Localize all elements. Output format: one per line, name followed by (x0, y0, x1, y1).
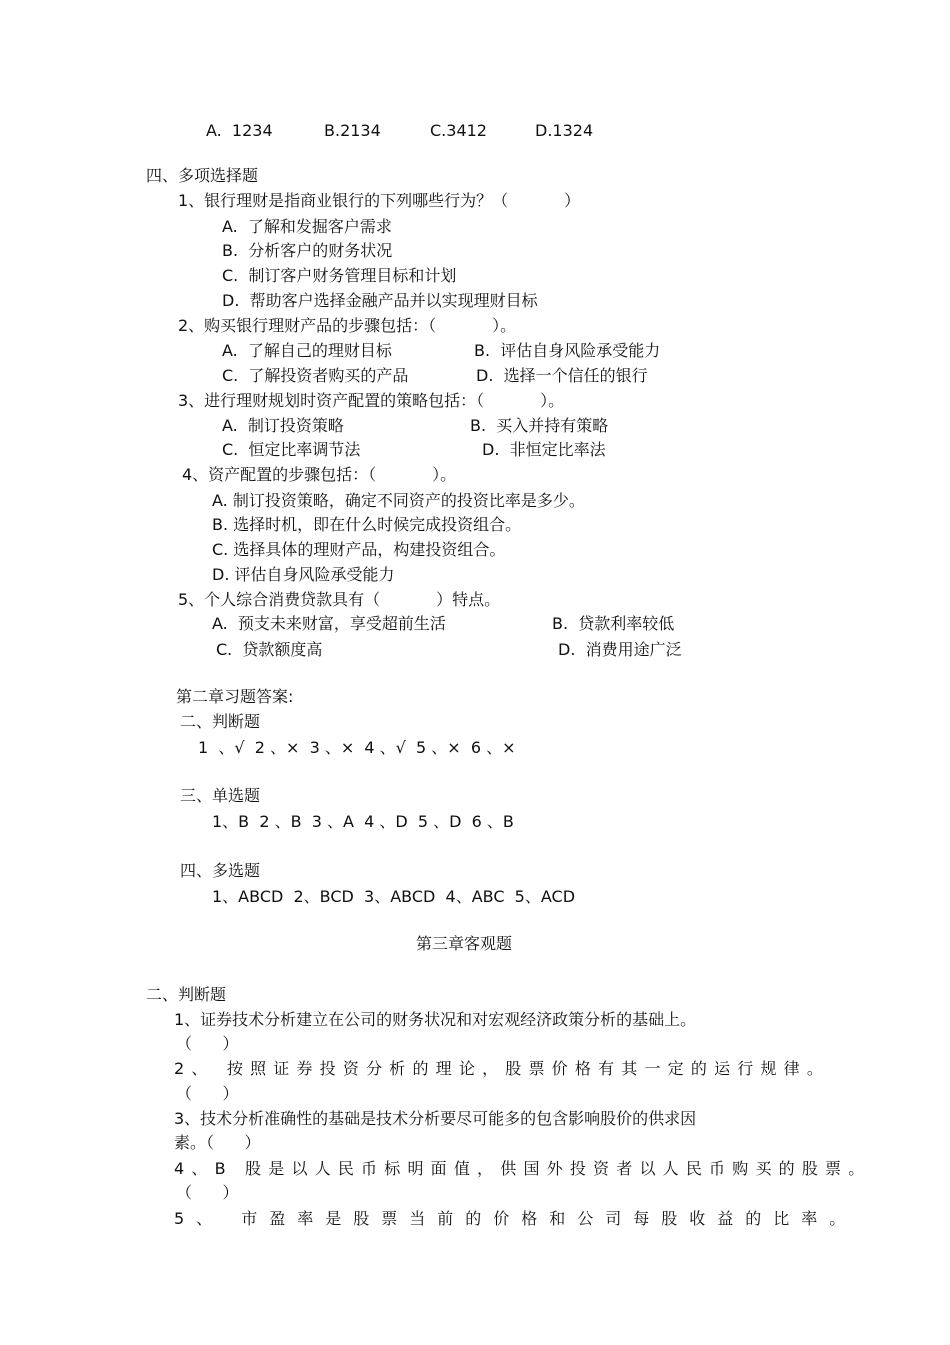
answers-single-line: 1、B 2 、B 3 、A 4 、D 5 、D 6 、B (212, 812, 514, 831)
question-3-stem: 3、进行理财规划时资产配置的策略包括：（ ）。 (178, 391, 565, 410)
judge-item-5-text: 5、 市盈率是股票当前的价格和公司每股收益的比率。 (174, 1209, 858, 1228)
question-2-option-b: B. 评估自身风险承受能力 (474, 341, 661, 360)
question-5-option-a: A. 预支未来财富，享受超前生活 (212, 614, 446, 633)
prev-option-a: A. 1234 (206, 121, 273, 140)
question-4-option-d: D. 评估自身风险承受能力 (212, 565, 395, 584)
prev-option-b: B.2134 (324, 121, 381, 140)
question-4-stem: 4、资产配置的步骤包括：（ ）。 (182, 465, 457, 484)
question-1-option-b: B. 分析客户的财务状况 (222, 241, 393, 260)
question-2-option-a: A. 了解自己的理财目标 (222, 341, 392, 360)
question-1-option-a: A. 了解和发掘客户需求 (222, 217, 392, 236)
prev-option-d: D.1324 (535, 121, 594, 140)
question-4-option-a: A. 制订投资策略，确定不同资产的投资比率是多少。 (212, 491, 585, 510)
question-1-option-c: C. 制订客户财务管理目标和计划 (222, 266, 457, 285)
question-5-option-d: D. 消费用途广泛 (558, 640, 682, 659)
answers-judge-line: 1 、√ 2 、× 3 、× 4 、√ 5 、× 6 、× (198, 738, 516, 757)
question-2-option-c: C. 了解投资者购买的产品 (222, 366, 409, 385)
chapter-3-judge-heading: 二、判断题 (146, 985, 227, 1004)
judge-item-4-text: 4、B 股是以人民币标明面值，供国外投资者以人民币购买的股票。 (174, 1159, 872, 1178)
answers-multi-heading: 四、多选题 (180, 861, 261, 880)
question-1-stem: 1、银行理财是指商业银行的下列哪些行为？（ ） (178, 191, 581, 210)
question-5-stem: 5、个人综合消费贷款具有（ ）特点。 (178, 590, 501, 609)
prev-option-c: C.3412 (430, 121, 487, 140)
judge-item-2-blank: （ ） (176, 1084, 239, 1103)
judge-item-1-text: 1、证券技术分析建立在公司的财务状况和对宏观经济政策分析的基础上。 (174, 1010, 697, 1029)
answers-judge-heading: 二、判断题 (180, 712, 261, 731)
question-2-option-d: D. 选择一个信任的银行 (476, 366, 648, 385)
question-3-option-b: B. 买入并持有策略 (470, 416, 609, 435)
question-1-option-d: D. 帮助客户选择金融产品并以实现理财目标 (222, 291, 538, 310)
question-4-option-b: B. 选择时机，即在什么时候完成投资组合。 (212, 515, 522, 534)
answers-title: 第二章习题答案: (176, 687, 294, 706)
question-3-option-c: C. 恒定比率调节法 (222, 440, 361, 459)
question-5-option-c: C. 贷款额度高 (216, 640, 323, 659)
judge-item-1-blank: （ ） (176, 1034, 239, 1053)
judge-item-3-text: 3、技术分析准确性的基础是技术分析要尽可能多的包含影响股价的供求因 (174, 1109, 697, 1128)
chapter-3-title: 第三章客观题 (416, 934, 513, 953)
question-5-option-b: B. 贷款利率较低 (552, 614, 675, 633)
answers-multi-line: 1、ABCD 2、BCD 3、ABCD 4、ABC 5、ACD (212, 887, 576, 906)
judge-item-4-blank: （ ） (176, 1183, 239, 1202)
question-3-option-a: A. 制订投资策略 (222, 416, 344, 435)
answers-single-heading: 三、单选题 (180, 786, 261, 805)
judge-item-2-text: 2、 按照证券投资分析的理论，股票价格有其一定的运行规律。 (174, 1059, 831, 1078)
question-2-stem: 2、购买银行理财产品的步骤包括：（ ）。 (178, 316, 517, 335)
judge-item-3-blank: 素。（ ） (174, 1133, 261, 1152)
question-3-option-d: D. 非恒定比率法 (482, 440, 606, 459)
question-4-option-c: C. 选择具体的理财产品，构建投资组合。 (212, 540, 506, 559)
section-heading-multiple-choice: 四、多项选择题 (146, 166, 259, 185)
